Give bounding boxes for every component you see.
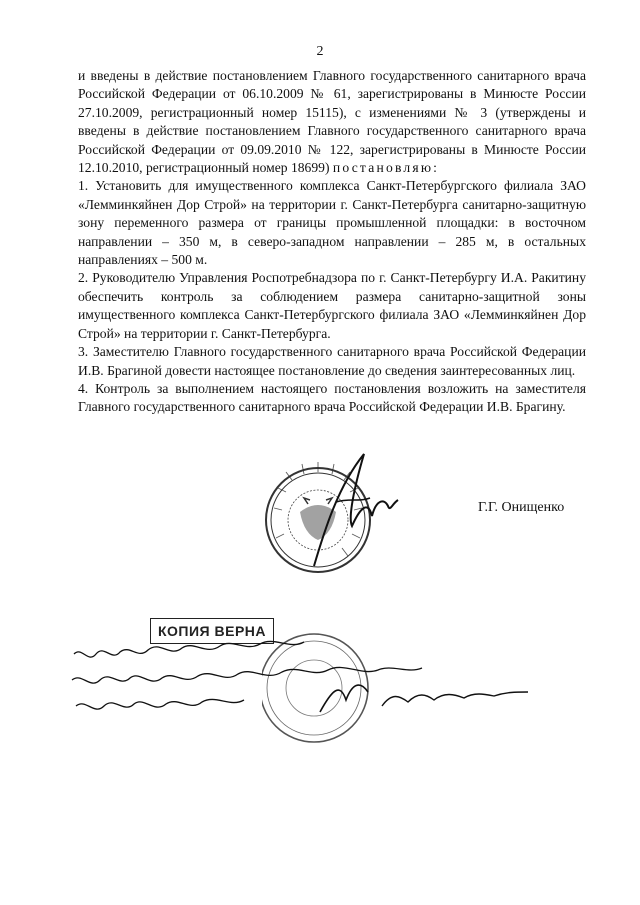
intro-paragraph <box>78 67 586 177</box>
official-seal <box>256 448 406 598</box>
item-4: 4. Контроль за выполнением настоящего постановления возложить на заместителя Главного государственного санитарного врача Российской Федерации И.В. Брагину. <box>78 380 586 415</box>
item-1: 1. Установить для имущественного комплекса Санкт-Петербургского филиала ЗАО «Лемминкяйнен Дор Строй» на территории г. Санкт-Петербурга санитарно-защитную зону переменного размера от границы промышленной площадки: в восточном направлении – 350 м, в северо-западном направлении – 285 м, в остальных направлениях – 500 м. <box>78 178 586 268</box>
item-3: 3. Заместителю Главного государственного санитарного врача Российской Федерации И.В. Брагиной довести настоящее постановление до сведения заинтересованных лиц. <box>78 344 586 378</box>
decree-word: постановляю: <box>332 160 440 176</box>
signatory-name: Г.Г. Онищенко <box>478 500 565 515</box>
page-number: 2 <box>316 44 324 59</box>
item-2: 2. Руководителю Управления Роспотребнадзора по г. Санкт-Петербургу И.А. Ракитину обеспечить контроль за соблюдением размера санитарно-защитной зоны имущественного комплекса Санкт-Петербургского филиала ЗАО «Лемминкяйнен Дор Строй» на территории г. Санкт-Петербурга. <box>78 270 586 341</box>
copy-true-stamp: КОПИЯ ВЕРНА <box>150 618 274 644</box>
document-body <box>78 67 586 417</box>
intro-text: и введены в действие постановлением Главного государственного санитарного врача Российской Федерации от 06.10.2009 № 61, зарегистрированы в Минюсте России 27.10.2009, регистрационный номер 15115), с изменениями № 3 (утверждены и введены в действие постановлением Главного государственного санитарного врача Российской Федерации от 09.09.2010 № 122, зарегистрированы в Минюсте России 12.10.2010, регистрационный номер 18699) <box>78 68 586 176</box>
handwritten-certification <box>70 640 550 720</box>
